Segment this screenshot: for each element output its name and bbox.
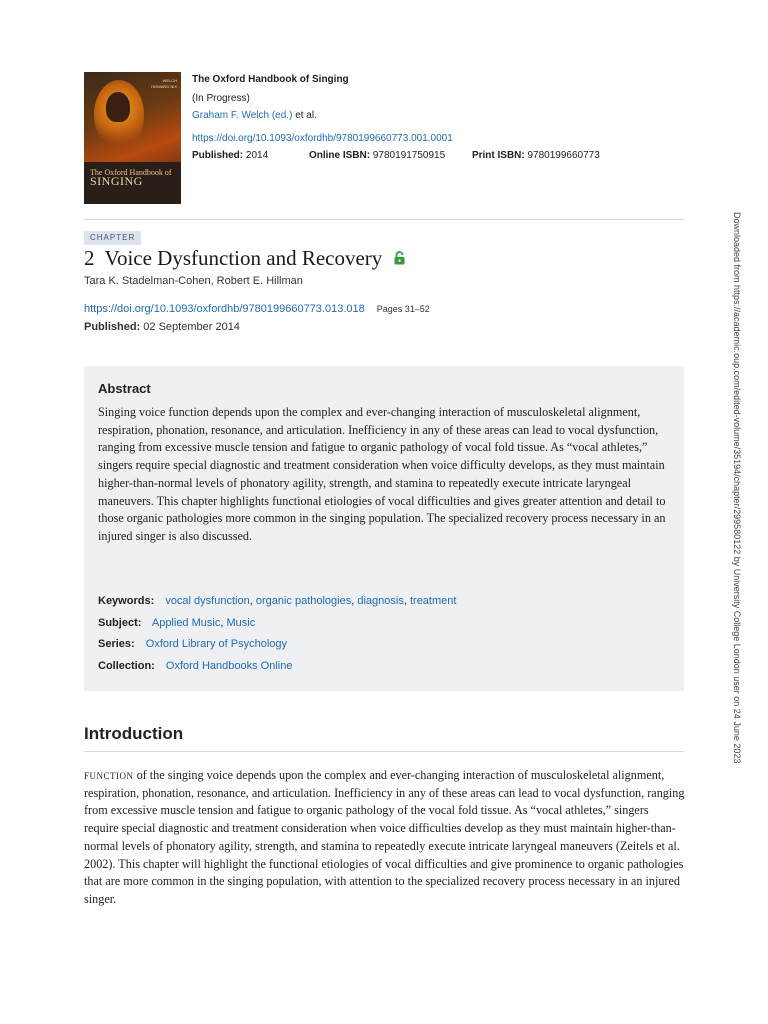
book-print-isbn-value: 9780199660773 <box>527 150 600 161</box>
subject-row: Subject: Applied Music, Music <box>98 617 256 629</box>
chapter-number: 2 <box>84 246 95 270</box>
chapter-published-label: Published: <box>84 321 141 333</box>
cover-title-big: SINGING <box>90 174 143 188</box>
book-meta <box>192 150 600 161</box>
chapter-published-value: 02 September 2014 <box>143 321 240 333</box>
keyword-link[interactable]: treatment <box>409 595 457 607</box>
cover-title-block <box>90 168 172 186</box>
chapter-pages: Pages 31–52 <box>376 304 430 314</box>
introduction-heading: Introduction <box>84 724 184 743</box>
subject-link[interactable]: Music <box>226 617 256 629</box>
keyword-link[interactable]: vocal dysfunction <box>165 595 250 607</box>
book-cover-image[interactable] <box>84 72 181 204</box>
book-online-isbn-label: Online ISBN: <box>308 150 371 161</box>
book-published <box>192 150 268 161</box>
cover-title-small: The Oxford Handbook of <box>90 168 172 177</box>
book-published-label: Published: <box>192 150 244 161</box>
introduction-text <box>84 767 686 909</box>
keywords-row: Keywords: vocal dysfunction, organic pathologies, diagnosis, treatment <box>98 595 457 607</box>
series-row <box>98 638 287 650</box>
book-online-isbn-value: 9780191750915 <box>372 150 446 161</box>
chapter-title <box>84 246 405 273</box>
keywords-label: Keywords: <box>98 595 155 607</box>
keyword-link[interactable]: organic pathologies <box>255 595 352 607</box>
collection-label: Collection: <box>98 660 155 672</box>
abstract-text: Singing voice function depends upon the complex and ever-changing interaction of musculoskeletal alignment, respiration, phonation, resonance, and articulation. Inefficiency in any of these areas can lead to vocal dysfunction, ranging from excessive muscle tension and fatigue to organic pathology of vocal fold tissue. As “vocal athletes,” singers require special diagnostic and treatment consideration when voice difficulty develops, as they must maintain higher-than-normal levels of phonatory agility, strength, and stamina to repeatedly execute intricate laryngeal maneuvers. This chapter highlights functional etiologies of vocal difficulties and gives greater attention and detail to those organic pathologies more common in the singing population. The specialized recovery process necessary in an injured singer is also discussed. <box>98 405 666 543</box>
download-side-note: Downloaded from https://academic.oup.com/edited-volume/35194/chapter/299580122 by University College London user on 24 June 2023 <box>732 212 742 764</box>
book-online-isbn <box>309 150 445 161</box>
series-link[interactable]: Oxford Library of Psychology <box>145 638 287 650</box>
introduction-body: of the singing voice depends upon the complex and ever-changing interaction of musculoskeletal alignment, respiration, phonation, resonance, and articulation. Inefficiency in any of these areas can lead to vocal dysfunction, ranging from excessive muscle tension and fatigue to organic pathology of the vocal fold tissue. As “vocal athletes,” singers require special diagnostic and treatment consideration when voice difficulties develop as they must maintain higher-than-normal levels of phonatory agility, strength, and stamina to repeatedly execute intricate laryngeal maneuvers (Zeitels et al. 2002). This chapter will highlight the functional etiologies of vocal difficulties and give prominence to organic pathologies that are more common in the singing population, with attention to the specialized recovery process necessary in an injured singer. <box>84 768 685 906</box>
abstract-panel <box>84 366 684 691</box>
cover-editor-names: WELCH HOWARD NIX <box>151 78 177 89</box>
chapter-badge: CHAPTER <box>84 231 141 245</box>
introduction-lead-word: function <box>84 768 134 782</box>
book-title[interactable]: The Oxford Handbook of Singing <box>192 74 349 85</box>
cover-singer-figure <box>106 92 130 122</box>
subject-link[interactable]: Applied Music <box>151 617 221 629</box>
open-access-lock-icon <box>394 246 405 271</box>
keyword-link[interactable]: diagnosis <box>357 595 404 607</box>
book-print-isbn <box>472 150 600 161</box>
chapter-title-text: Voice Dysfunction and Recovery <box>104 246 383 270</box>
chapter-authors: Tara K. Stadelman-Cohen, Robert E. Hillman <box>84 275 303 287</box>
subject-label: Subject: <box>98 617 142 629</box>
book-published-value: 2014 <box>245 150 269 161</box>
book-editor-suffix: et al. <box>295 110 317 121</box>
chapter-doi-line <box>84 303 430 315</box>
series-label: Series: <box>98 638 135 650</box>
book-editor-link[interactable]: Graham F. Welch (ed.) <box>192 110 293 121</box>
collection-row <box>98 660 292 672</box>
book-doi-link[interactable]: https://doi.org/10.1093/oxfordhb/9780199660773.001.0001 <box>192 133 453 144</box>
divider <box>84 219 684 220</box>
book-print-isbn-label: Print ISBN: <box>471 150 525 161</box>
introduction-divider <box>84 751 684 752</box>
chapter-doi-link[interactable]: https://doi.org/10.1093/oxfordhb/9780199660773.013.018 <box>84 303 365 315</box>
abstract-heading: Abstract <box>98 381 151 396</box>
book-status: (In Progress) <box>192 93 250 104</box>
collection-link[interactable]: Oxford Handbooks Online <box>165 660 293 672</box>
chapter-published <box>84 321 240 333</box>
book-editor-line <box>192 110 317 121</box>
